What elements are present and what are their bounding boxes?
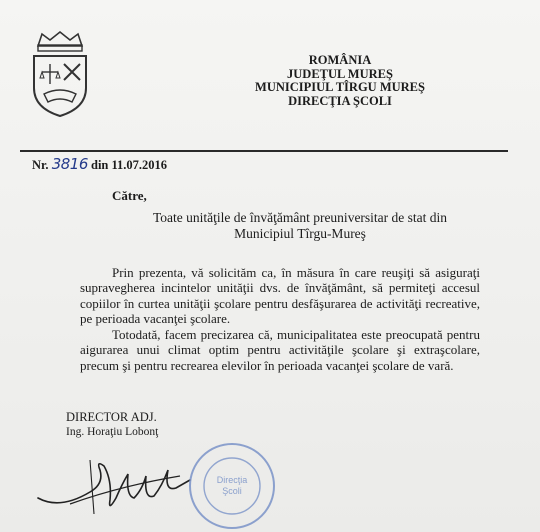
registration-date: din 11.07.2016 — [91, 158, 168, 172]
registration-number — [32, 155, 167, 173]
salutation: Către, — [112, 188, 147, 203]
signatory-name: Ing. Horaţiu Lobonţ — [66, 426, 159, 438]
body-paragraph-2 — [80, 327, 480, 373]
header-country: ROMÂNIA — [308, 53, 372, 67]
institution-header — [220, 54, 460, 108]
paragraph-2-text: Totodată, facem precizarea că, municipalitatea este preocupată pentru aigurarea unui climat optim pentru activităţile şcolare şi extraşcolare, precum şi pentru recrearea elevilor în perioada vacanţei şcolare de vară. — [80, 327, 480, 373]
registration-handwritten-number: 3816 — [51, 155, 88, 173]
header-municipality: MUNICIPIUL TÎRGU MUREŞ — [255, 80, 425, 94]
body-paragraph-1 — [80, 265, 480, 327]
handwritten-signature-icon — [30, 440, 200, 520]
registration-prefix: Nr. — [32, 158, 49, 172]
recipient-line-2: Municipiul Tîrgu-Mureş — [234, 226, 366, 241]
paragraph-1-text: Prin prezenta, vă solicităm ca, în măsura în care reuşiţi să asiguraţi supravegherea incintelor unităţii dvs. de învăţământ, să permiteţi accesul copiilor în curtea unităţii şcolare pentru desfăşurarea de activităţi recreative, pe perioada vacanţei şcolare. — [80, 265, 480, 327]
stamp-inner-line-1: Direcţia — [216, 475, 248, 485]
stamp-inner-line-2: Şcoli — [222, 486, 242, 496]
official-stamp-icon — [186, 440, 278, 532]
header-county: JUDEŢUL MUREŞ — [287, 66, 393, 81]
recipient-line-1: Toate unităţile de învăţământ preuniversitar de stat din — [152, 210, 448, 225]
coat-of-arms-icon — [28, 28, 92, 118]
recipient — [130, 210, 470, 242]
signatory-title: DIRECTOR ADJ. — [66, 410, 157, 424]
header-directorate: DIRECŢIA ŞCOLI — [288, 93, 392, 108]
header-divider — [20, 150, 508, 152]
